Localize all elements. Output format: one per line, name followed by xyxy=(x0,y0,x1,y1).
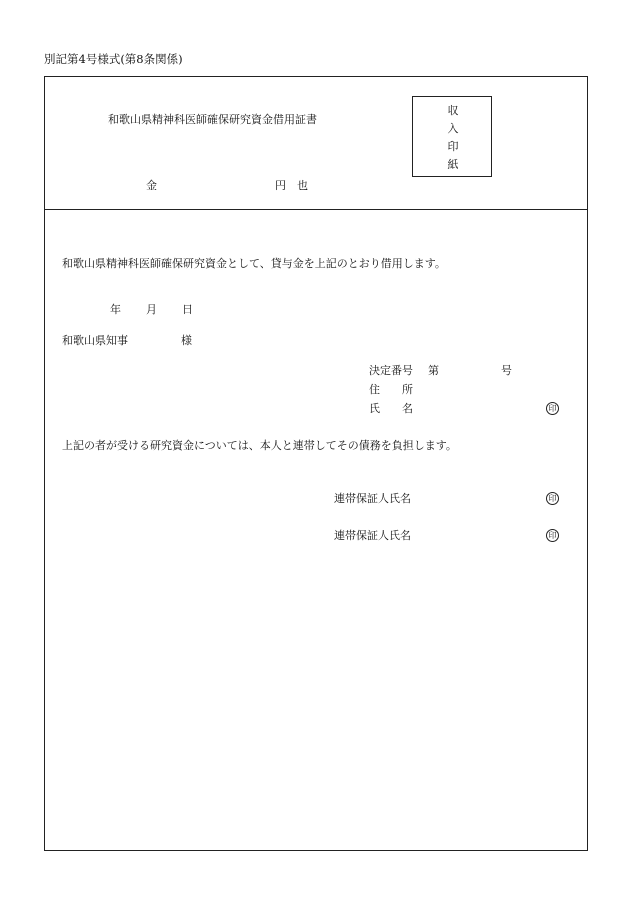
addressee-honorific: 様 xyxy=(181,334,192,347)
date-month: 月 xyxy=(146,303,157,316)
decision-number-dai: 第 xyxy=(428,364,439,377)
document-frame xyxy=(44,76,588,851)
date-year: 年 xyxy=(110,303,121,316)
borrowing-statement: 和歌山県精神科医師確保研究資金として、貸与金を上記のとおり借用します。 xyxy=(62,257,446,270)
date-day: 日 xyxy=(182,303,193,316)
guarantor-name-label: 連帯保証人氏名 xyxy=(334,529,411,542)
guarantor-seal: 印 xyxy=(546,492,559,505)
document-title: 和歌山県精神科医師確保研究資金借用証書 xyxy=(108,113,317,126)
guarantor-seal: 印 xyxy=(546,529,559,542)
decision-number-go: 号 xyxy=(501,364,512,377)
amount-prefix: 金 xyxy=(146,179,157,192)
address-label: 住 所 xyxy=(369,383,413,396)
borrower-name-label: 氏 名 xyxy=(369,402,413,415)
addressee-name: 和歌山県知事 xyxy=(62,334,128,347)
stamp-char: 収 xyxy=(447,104,459,117)
decision-number-label: 決定番号 xyxy=(369,364,413,377)
stamp-char: 紙 xyxy=(447,158,459,171)
guarantee-statement: 上記の者が受ける研究資金については、本人と連帯してその債務を負担します。 xyxy=(62,439,457,452)
revenue-stamp-box xyxy=(412,96,492,177)
stamp-char: 入 xyxy=(447,122,459,135)
borrower-seal: 印 xyxy=(546,402,559,415)
header-divider xyxy=(44,209,588,210)
stamp-char: 印 xyxy=(447,140,459,153)
amount-suffix: 円 也 xyxy=(275,179,308,192)
form-number-label: 別記第4号様式(第8条関係) xyxy=(44,52,183,66)
guarantor-name-label: 連帯保証人氏名 xyxy=(334,492,411,505)
